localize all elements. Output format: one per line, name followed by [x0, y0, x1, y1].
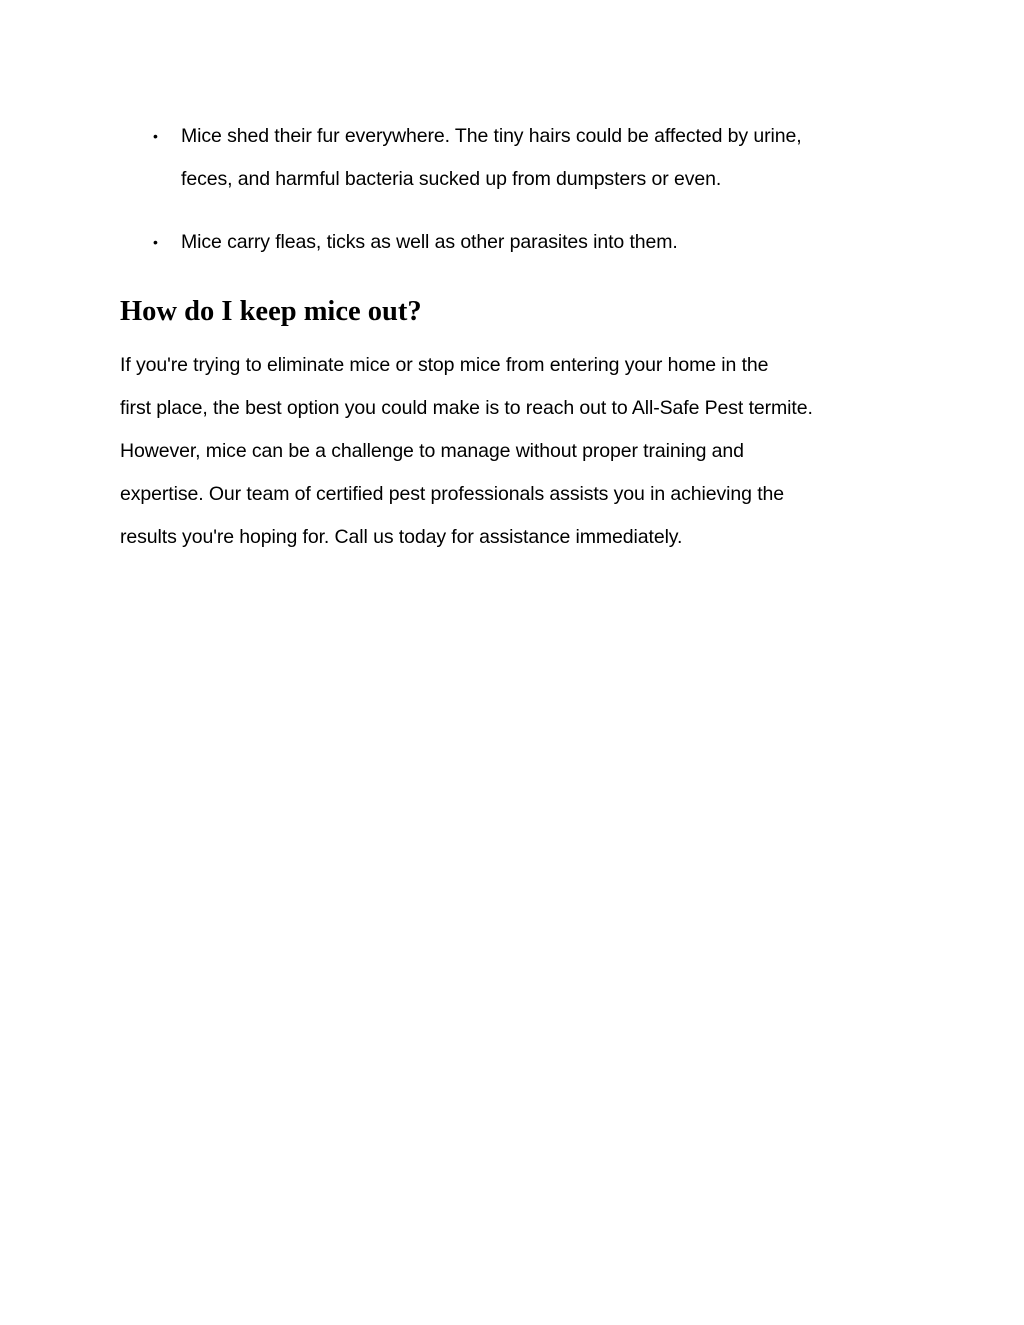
bullet-dot-icon: •: [153, 128, 158, 144]
paragraph-line: results you're hoping for. Call us today for assistance immediately.: [120, 526, 683, 548]
bullet-dot-icon: •: [153, 234, 158, 250]
section-heading: How do I keep mice out?: [120, 296, 422, 327]
body-paragraph: [120, 344, 920, 559]
bullet-text-line: feces, and harmful bacteria sucked up from dumpsters or even.: [181, 168, 722, 190]
list-item: [120, 115, 920, 201]
paragraph-line: If you're trying to eliminate mice or stop mice from entering your home in the: [120, 354, 769, 376]
list-item: [120, 221, 920, 264]
paragraph-line: However, mice can be a challenge to manage without proper training and: [120, 440, 744, 462]
bullet-list: [120, 115, 920, 284]
bullet-text-line: Mice carry fleas, ticks as well as other parasites into them.: [181, 231, 678, 253]
paragraph-line: first place, the best option you could make is to reach out to All-Safe Pest termite.: [120, 397, 813, 419]
bullet-text-line: Mice shed their fur everywhere. The tiny hairs could be affected by urine,: [181, 125, 802, 147]
paragraph-line: expertise. Our team of certified pest professionals assists you in achieving the: [120, 483, 784, 505]
